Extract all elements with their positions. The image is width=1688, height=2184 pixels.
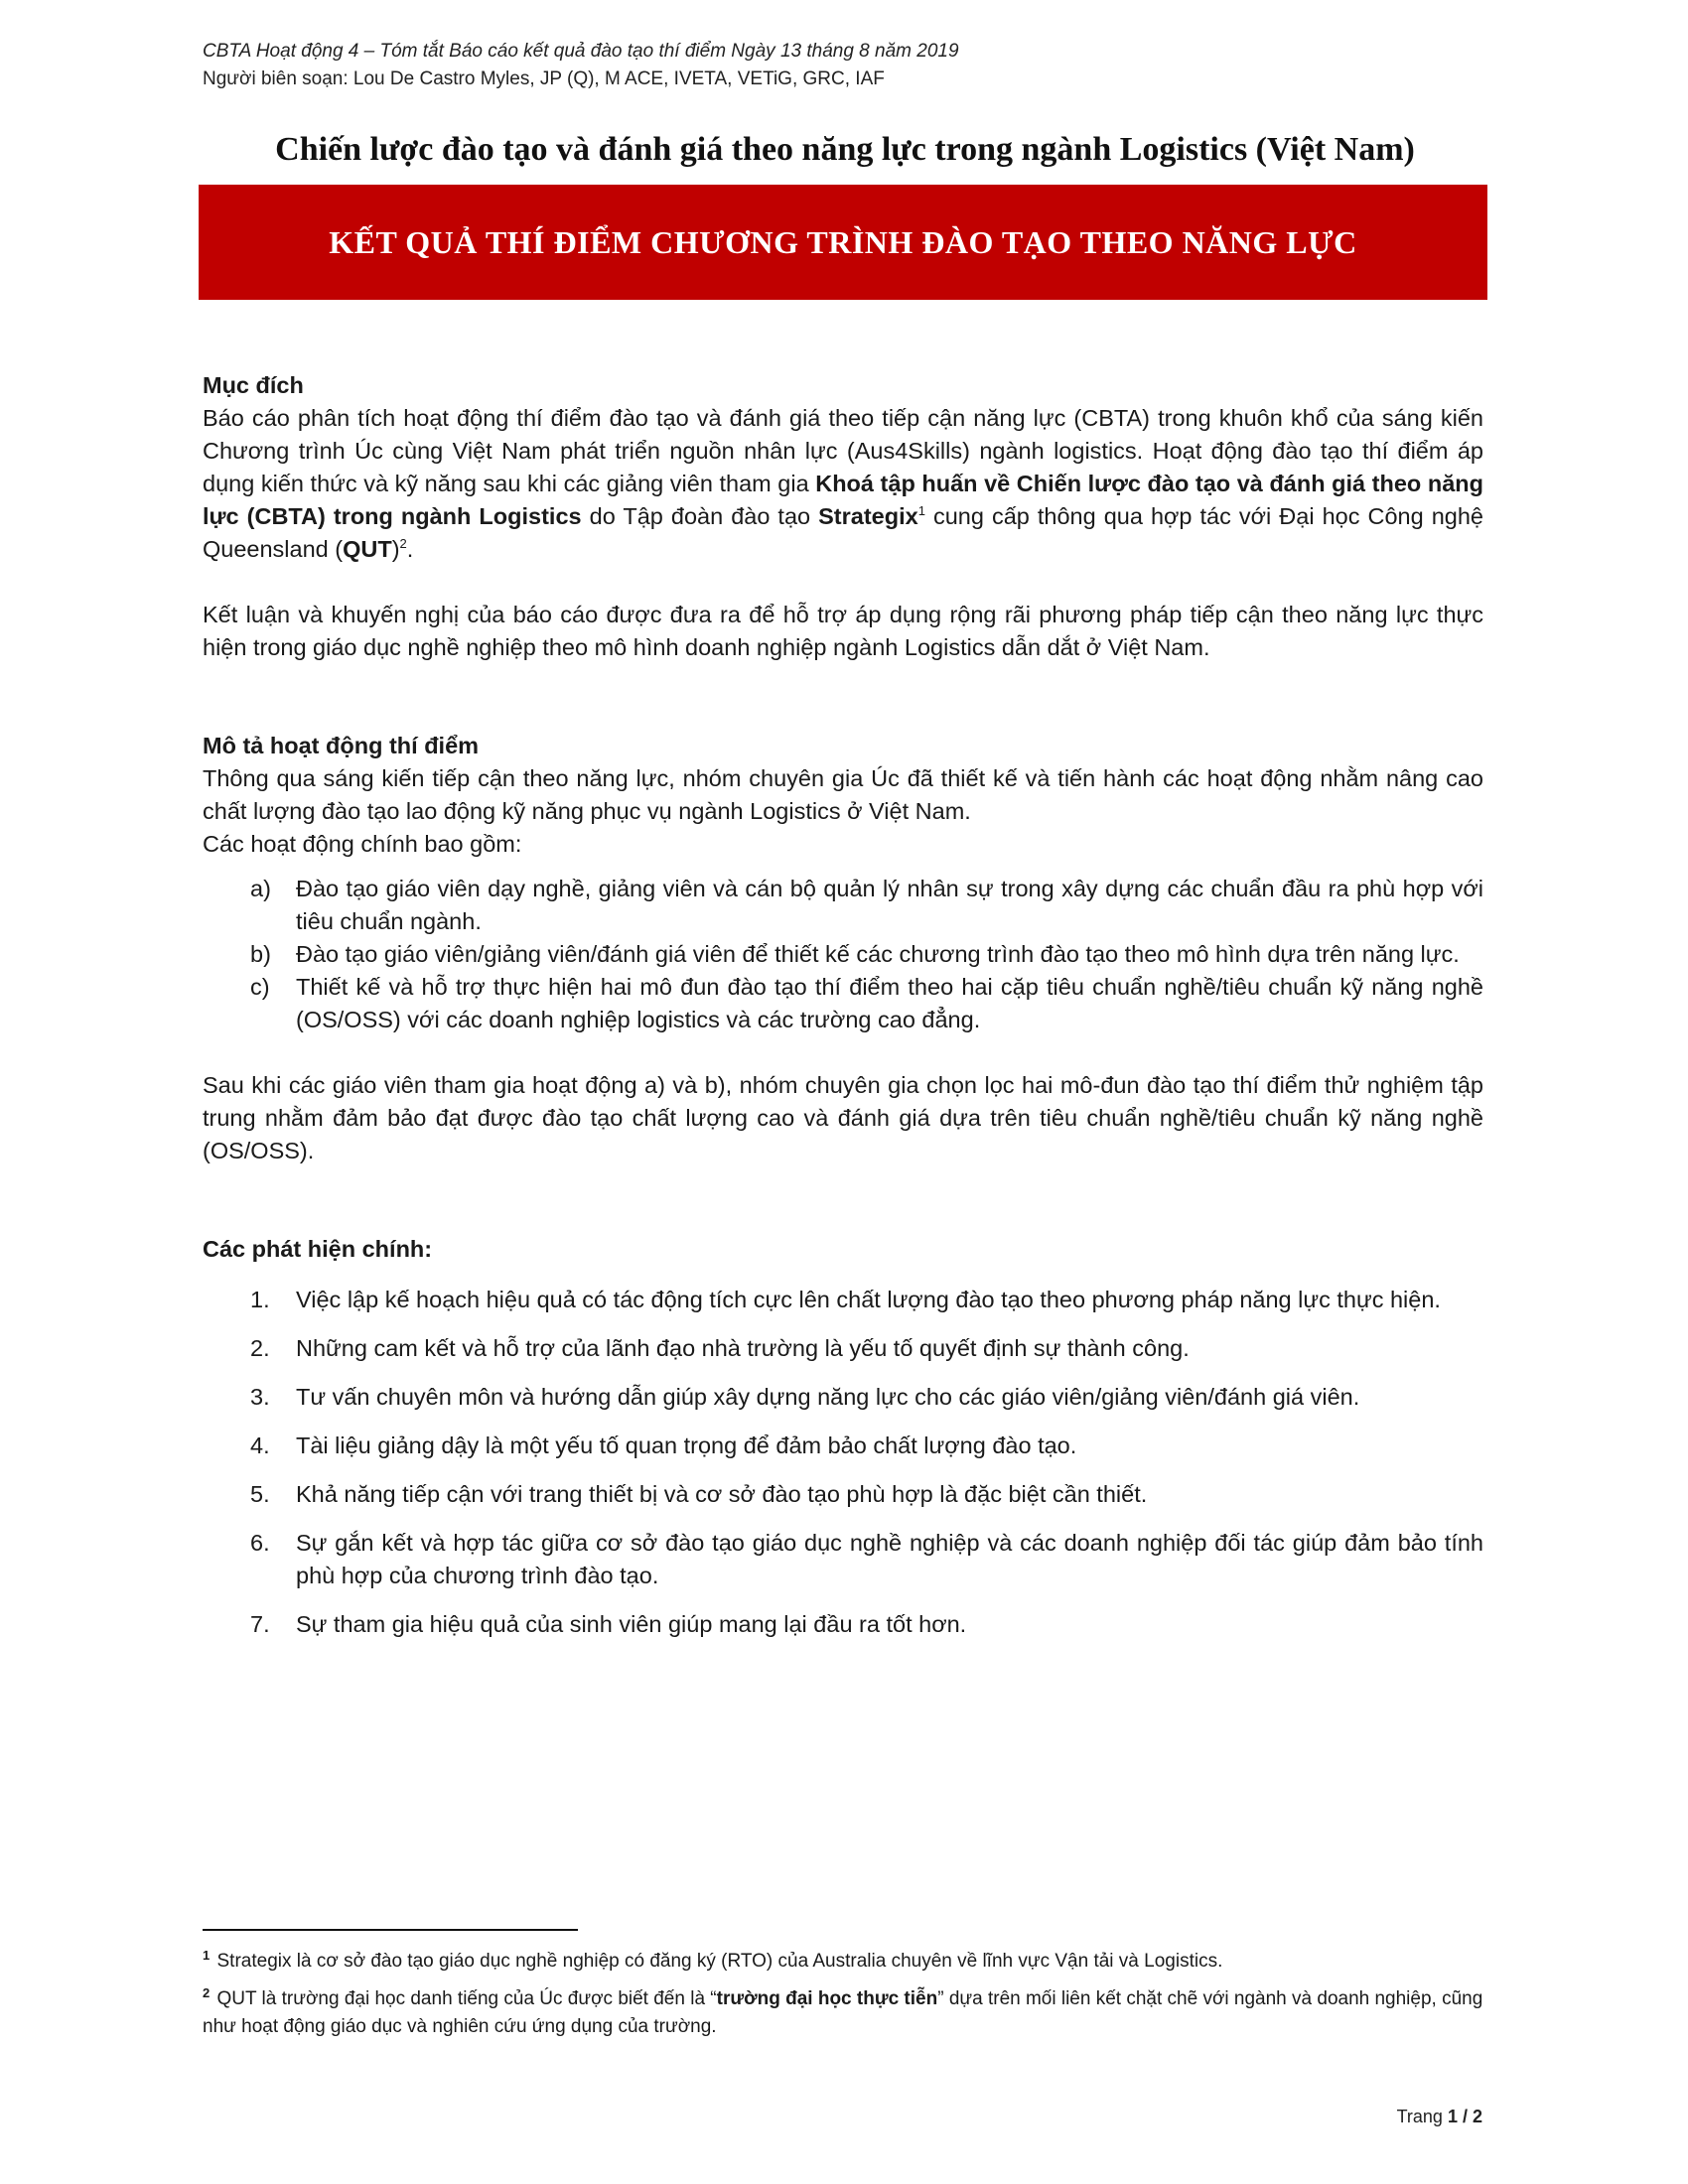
purpose-course-name: Khoá tập huấn về Chiến lược đào tạo và đánh giá theo năng lực (CBTA) trong ngành Logistics	[203, 471, 1483, 529]
list-marker: 1.	[250, 1287, 270, 1312]
purpose-text-h: .	[406, 536, 414, 562]
footnote-divider	[203, 1929, 578, 1931]
list-item	[203, 1381, 1483, 1414]
findings-list	[203, 1284, 1483, 1641]
purpose-text-e: cung cấp thông qua hợp tác với Đại học Công nghệ Queensland (	[203, 503, 1483, 562]
title-banner	[199, 185, 1487, 300]
list-item-text: Khả năng tiếp cận với trang thiết bị và cơ sở đào tạo phù hợp là đặc biệt cần thiết.	[296, 1481, 1148, 1507]
list-item-text: Việc lập kế hoạch hiệu quả có tác động tích cực lên chất lượng đào tạo theo phương pháp năng lực thực hiện.	[296, 1287, 1441, 1312]
list-item	[203, 1284, 1483, 1316]
list-item	[203, 1332, 1483, 1365]
purpose-qut: QUT	[343, 536, 392, 562]
header-line-1: CBTA Hoạt động 4 – Tóm tắt Báo cáo kết quả đào tạo thí điểm Ngày 13 tháng 8 năm 2019	[203, 41, 959, 62]
page-separator: /	[1457, 2107, 1473, 2126]
list-item	[203, 1527, 1483, 1592]
list-marker: 6.	[250, 1530, 270, 1556]
list-item-text: Sự tham gia hiệu quả của sinh viên giúp mang lại đầu ra tốt hơn.	[296, 1611, 967, 1637]
list-item-text: Tư vấn chuyên môn và hướng dẫn giúp xây dựng năng lực cho các giáo viên/giảng viên/đánh giá viên.	[296, 1384, 1360, 1410]
list-item-text: Những cam kết và hỗ trợ của lãnh đạo nhà trường là yếu tố quyết định sự thành công.	[296, 1335, 1190, 1361]
footnote-2-mark: 2	[203, 1984, 211, 2000]
page-label: Trang	[1396, 2107, 1448, 2126]
findings-heading: Các phát hiện chính:	[203, 1236, 433, 1262]
footnotes	[203, 1948, 1483, 2051]
footnote-ref-1: 1	[917, 503, 925, 519]
page-current: 1	[1447, 2107, 1458, 2126]
footnote-1	[203, 1948, 1483, 1976]
list-marker: 7.	[250, 1611, 270, 1637]
purpose-strategix: Strategix	[818, 503, 918, 529]
list-marker: 5.	[250, 1481, 270, 1507]
document-title: Chiến lược đào tạo và đánh giá theo năng lực trong ngành Logistics (Việt Nam)	[275, 131, 1415, 168]
purpose-text-c: do Tập đoàn đào tạo	[581, 503, 819, 529]
list-item	[203, 1608, 1483, 1641]
list-item-text: Đào tạo giáo viên dạy nghề, giảng viên và cán bộ quản lý nhân sự trong xây dựng các chuẩn đầu ra phù hợp với tiêu chuẩn ngành.	[296, 876, 1483, 934]
footnote-2-text-a: QUT là trường đại học danh tiếng của Úc được biết đến là “	[211, 1988, 717, 2009]
description-after: Sau khi các giáo viên tham gia hoạt động a) và b), nhóm chuyên gia chọn lọc hai mô-đun đào tạo thí điểm thử nghiệm tập trung nhằm đảm bảo đạt được đào tạo chất lượng cao và đánh giá dựa trên tiêu chuẩn nghề/tiêu chuẩn kỹ năng nghề (OS/OSS).	[203, 1072, 1483, 1163]
footnote-ref-2: 2	[399, 536, 407, 552]
footnote-2-text-c: ” dựa trên mối liên kết chặt chẽ với ngành và doanh nghiệp, cũng như hoạt động giáo dục và nghiên cứu ứng dụng của trường.	[203, 1988, 1483, 2037]
footnote-2-emphasis: trường đại học thực tiễn	[716, 1988, 938, 2009]
banner-text: KẾT QUẢ THÍ ĐIỂM CHƯƠNG TRÌNH ĐÀO TẠO THEO NĂNG LỰC	[329, 223, 1357, 260]
document-body	[203, 369, 1483, 1657]
list-item	[203, 873, 1483, 938]
description-heading: Mô tả hoạt động thí điểm	[203, 733, 480, 758]
list-item	[203, 1478, 1483, 1511]
list-item	[203, 1430, 1483, 1462]
list-marker: 3.	[250, 1384, 270, 1410]
list-marker: c)	[250, 974, 270, 1000]
footnote-2	[203, 1985, 1483, 2041]
page-total: 2	[1472, 2107, 1482, 2126]
header-line-2: Người biên soạn: Lou De Castro Myles, JP (Q), M ACE, IVETA, VETiG, GRC, IAF	[203, 68, 885, 89]
list-marker: b)	[250, 941, 271, 967]
list-item	[203, 971, 1483, 1036]
description-intro: Thông qua sáng kiến tiếp cận theo năng lực, nhóm chuyên gia Úc đã thiết kế và tiến hành các hoạt động nhằm nâng cao chất lượng đào tạo lao động kỹ năng phục vụ ngành Logistics ở Việt Nam.	[203, 765, 1483, 824]
list-item-text: Sự gắn kết và hợp tác giữa cơ sở đào tạo giáo dục nghề nghiệp và các doanh nghiệp đối tác giúp đảm bảo tính phù hợp của chương trình đào tạo.	[296, 1530, 1483, 1588]
purpose-text-a: Báo cáo phân tích hoạt động thí điểm đào tạo và đánh giá theo tiếp cận năng lực (CBTA) trong khuôn khổ của sáng kiến Chương trình Úc cùng Việt Nam phát triển nguồn nhân lực (Aus4Skills) ngành logistics. Hoạt động đào tạo thí điểm áp dụng kiến thức và kỹ năng sau khi các giảng viên tham gia	[203, 405, 1483, 496]
footnote-1-text: Strategix là cơ sở đào tạo giáo dục nghề nghiệp có đăng ký (RTO) của Australia chuyên về lĩnh vực Vận tải và Logistics.	[211, 1951, 1223, 1972]
purpose-text-g: )	[391, 536, 400, 562]
purpose-paragraph-1	[203, 402, 1483, 566]
purpose-heading: Mục đích	[203, 372, 304, 398]
activities-list	[203, 873, 1483, 1036]
description-lead: Các hoạt động chính bao gồm:	[203, 831, 522, 857]
page-number	[1397, 2107, 1482, 2127]
list-item-text: Đào tạo giáo viên/giảng viên/đánh giá viên để thiết kế các chương trình đào tạo theo mô hình dựa trên năng lực.	[296, 941, 1460, 967]
list-item	[203, 938, 1483, 971]
list-marker: 4.	[250, 1433, 270, 1458]
list-item-text: Tài liệu giảng dậy là một yếu tố quan trọng để đảm bảo chất lượng đào tạo.	[296, 1433, 1077, 1458]
list-marker: a)	[250, 876, 271, 901]
footnote-1-mark: 1	[203, 1947, 211, 1963]
purpose-paragraph-2: Kết luận và khuyến nghị của báo cáo được đưa ra để hỗ trợ áp dụng rộng rãi phương pháp tiếp cận theo năng lực thực hiện trong giáo dục nghề nghiệp theo mô hình doanh nghiệp ngành Logistics dẫn dắt ở Việt Nam.	[203, 602, 1483, 660]
list-item-text: Thiết kế và hỗ trợ thực hiện hai mô đun đào tạo thí điểm theo hai cặp tiêu chuẩn nghề/tiêu chuẩn kỹ năng nghề (OS/OSS) với các doanh nghiệp logistics và các trường cao đẳng.	[296, 974, 1483, 1032]
document-header	[203, 38, 959, 93]
list-marker: 2.	[250, 1335, 270, 1361]
